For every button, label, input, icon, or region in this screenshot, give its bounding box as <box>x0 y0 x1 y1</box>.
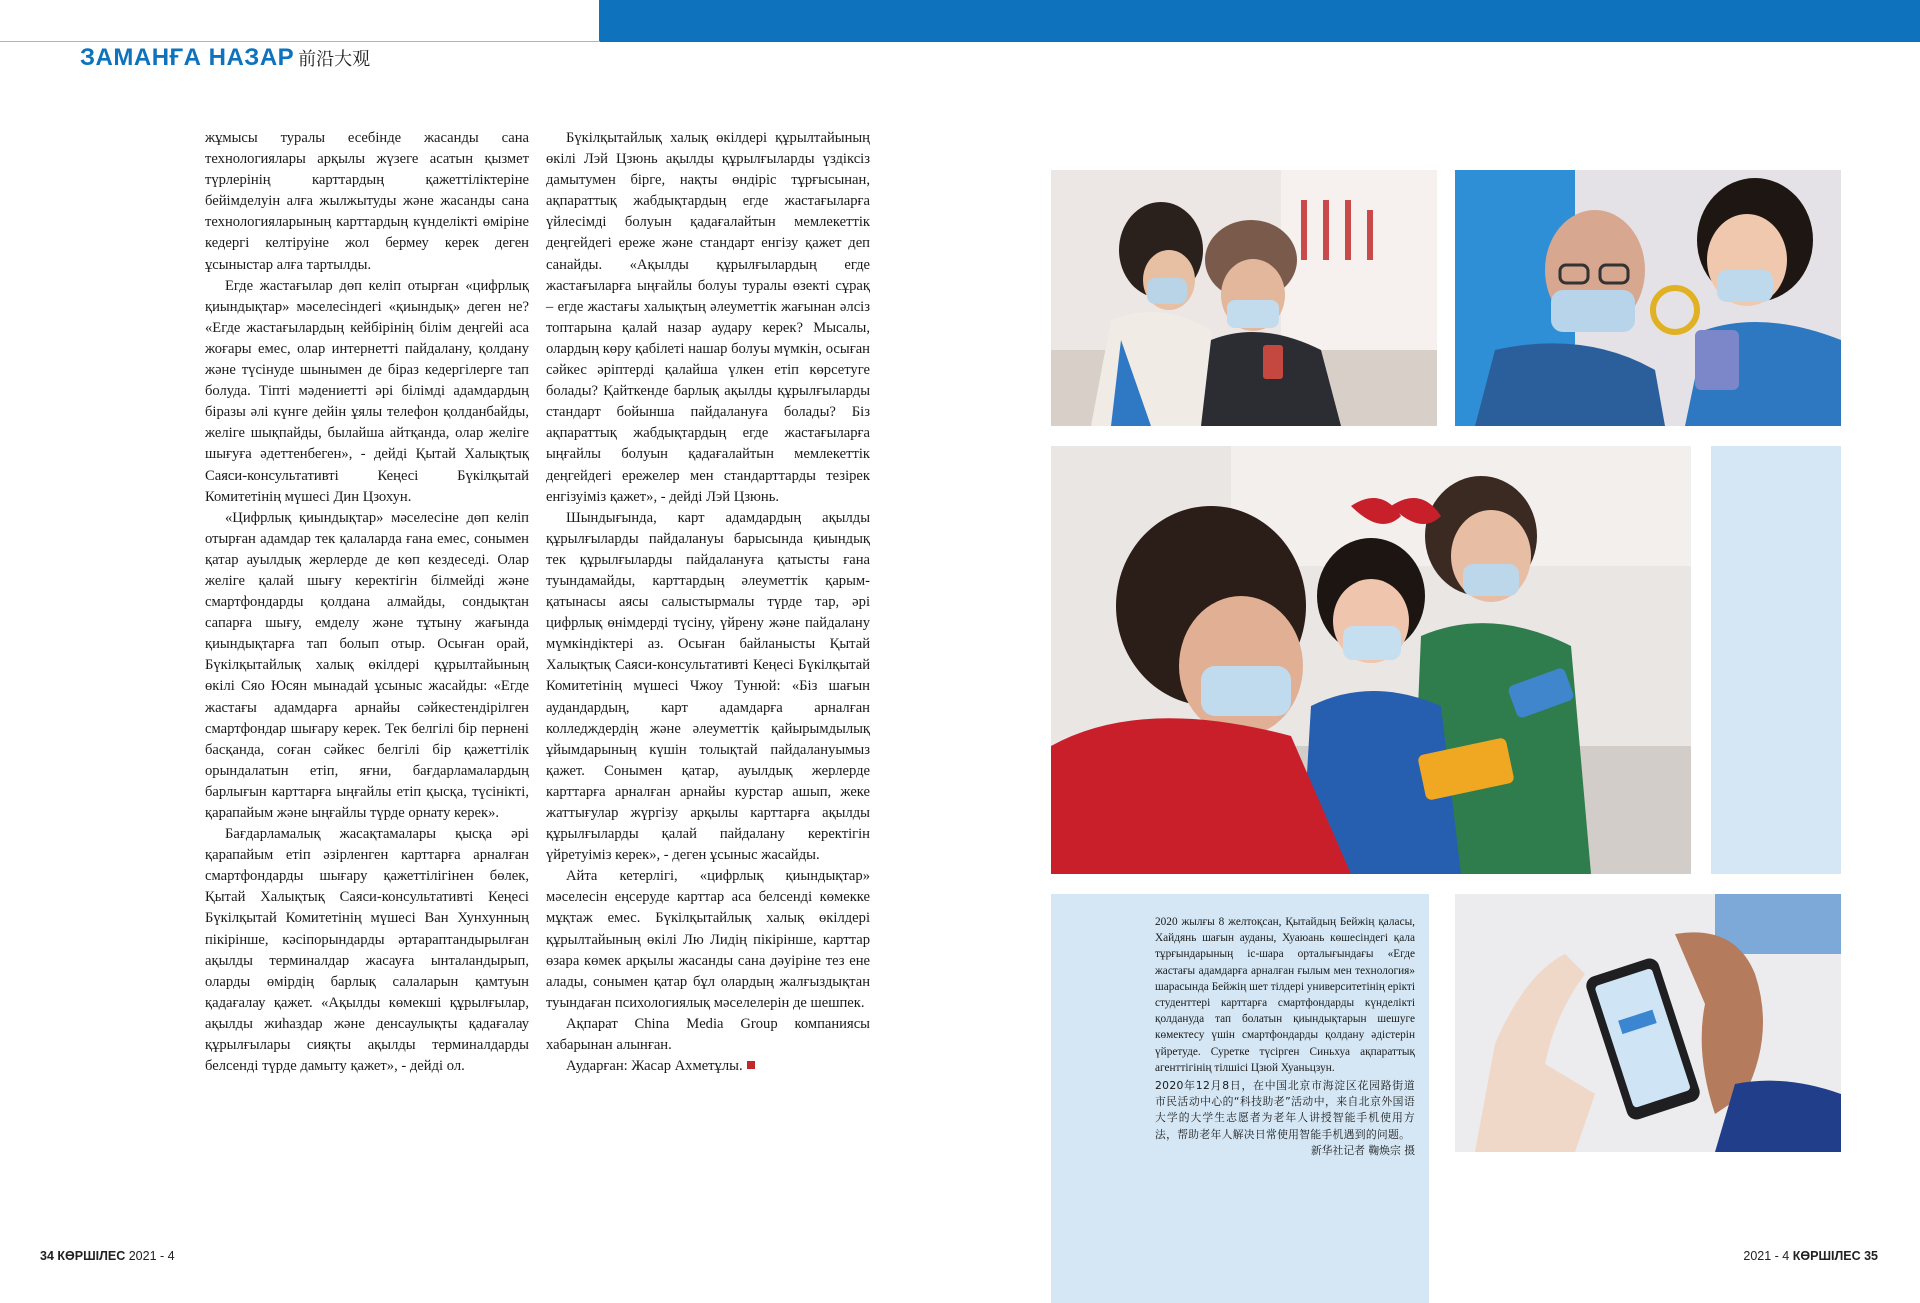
magazine-title-right: КӨРШІЛЕС <box>1792 1249 1861 1263</box>
source-note: Ақпарат China Media Group компаниясы хабарынан алынған. <box>546 1015 870 1054</box>
end-mark <box>747 1061 755 1069</box>
photo-hands-phone <box>1455 894 1841 1152</box>
caption-cn: 2020年12月8日，在中国北京市海淀区花园路街道市民活动中心的“科技助老”活动中，来自北京外国语大学的大学生志愿者为老年人讲授智能手机使用方法，帮助老年人解决日常使用智能手机遇到的问题。 <box>1155 1079 1415 1141</box>
header-color-bar <box>599 0 1920 42</box>
photo-volunteer-elderly-woman <box>1051 170 1437 426</box>
folio-left <box>40 1249 175 1263</box>
paragraph: «Цифрлық қиындықтар» мәселесіне дөп келіп отырған адамдар тек қалаларда ғана емес, сонымен қатар ауылдық жерлерде де көп кездеседі. Олар желіге қалай шығу керектігін білмейді және смартфондарды қолдана алмайды, сондықтан сапарға шығу, емделу және тұтыну жағында қиындықтарға тап болып отыр. Осыған орай, Бүкілқытайлық халық өкілдері құрылтайының өкілі Сяо Юсян мынадай ұсыныс жасайды: «Егде жастағы адамдарға арнайы сәйкестендірілген смартфондар шығару керек. Тек белгілі бір пернені басқанда, соған сәйкес белгілі бір қажеттілік орындалатын етіп, яғни, бағдарламалардың барлығын карттарға ыңғайлы етіп қысқа, түсінікті, қарапайым және ыңғайлы түрде орнату керек». <box>205 509 529 821</box>
photo-credit: 新华社记者 鞠焕宗 摄 <box>1310 1143 1415 1157</box>
paragraph: Айта кетерлігі, «цифрлық қиындықтар» мәселесін еңсеруде карттар аса белсенді көмекке мұқтаж емес. Бүкілқытайлық халық өкілдері құрылтайының өкілі Лю Лидің пікірінше, карттар өзара көмек арқылы жасанды сана дәуіріне тез ене алады, сонымен қатар бұл олардың жалғыздықтан туындаған психологиялық мәселелерін де шешпек. <box>546 868 870 1011</box>
translator-text: Аударған: Жасар Ахметұлы. <box>566 1058 743 1075</box>
section-title <box>80 44 370 72</box>
paragraph: Бағдарламалық жасақтамалары қысқа әрі қарапайым етіп әзірленген карттарға арналған смартфондарды шығару қажеттілігінен бөлек, Қытай Халықтық Саяси-консультативті Кеңесі Бүкілқытай Комитетінің мүшесі Ван Хунхунның пікірінше, кәсіпорындарды әртараптандырылған ақылды терминалдар жасауға ынталандырып, оларды өмірдің барлық салаларын қамтуын қадағалау қажет. «Ақылды көмекші құрылғылар, ақылды жиһаздар және денсаулықты қадағалау құрылғылары сияқты ақылды терминалдарды белсенді түрде дамыту қажет», - дейді ол. <box>205 826 529 1075</box>
photo-group-using-phones <box>1051 446 1691 874</box>
translator-note <box>546 1056 870 1077</box>
page-number-left: 34 <box>40 1249 54 1263</box>
photo-caption <box>1155 914 1415 1159</box>
decorative-blue-panel <box>1711 446 1841 874</box>
article-column-1 <box>205 128 529 1077</box>
paragraph: Егде жастағылар дөп келіп отырған «цифрлық қиындықтар» мәселесіндегі «қиындық» деген не? «Егде жастағылардың кейбірінің білім деңгейі аса жоғары емес, олар интернетті пайдалану, қолдану және түсінуде шынымен де біраз кедергілерге тап болуда. Тіпті мәдениетті әрі білімді адамдардың біразы әлі күнге дейін ұялы телефон қолданбайды, желіге шықпайды, былайша айтқанда, олар желіге шығуға әдеттенбеген», - дейді Қытай Халықтық Саяси-консультативті Кеңесі Бүкілқытай Комитетінің мүшесі Дин Цзохун. <box>205 277 529 505</box>
photo-elderly-man-magnifier <box>1455 170 1841 426</box>
header-rule <box>0 41 600 42</box>
paragraph: жұмысы туралы есебінде жасанды сана технологиялары арқылы жүзеге асатын қызмет түрлерінің карттардың қажеттіліктеріне бейімделуін алға жылжытуды және жасанды сана технологияларының карттардың күнделікті өміріне кедергі келтіруіне жол бермеу керек деген ұсыныстар алға тартылды. <box>205 130 529 273</box>
issue-left: 2021 - 4 <box>128 1249 175 1263</box>
page-number-right: 35 <box>1864 1249 1878 1263</box>
paragraph: Шындығында, карт адамдардың ақылды құрылғыларды пайдалануы барысында қиындық тек құрылғыларды пайдалануға қатысты ғана туындамайды, карттардың әлеуметтік қарым-қатынасы аясы салыстырмалы түрде тар, әрі цифрлық өнімдерді түсіну, үйрену және пайдалану мүмкіндіктері аз. Осыған байланысты Қытай Халықтық Саяси-консультативті Кеңесі Бүкілқытай Комитетінің мүшесі Чжоу Тунюй: «Біз шағын аудандардың, карт адамдарға арналған колледждердің және әлеуметтік қайырымдылық ұйымдарының күшін толықтай пайдалануымыз қажет. Сонымен қатар, ауылдық жерлерде карттарға арналған арнайы курстар ашып, жеке жаттығулар жүргізу арқылы карттарға ақылды құрылғыларды қалай пайдалану керектігін үйретуіміз керек», - деген ұсыныс жасайды. <box>546 509 870 864</box>
section-title-kz: ЗАМАНҒА НАЗАР <box>80 44 295 71</box>
magazine-title-left: КӨРШІЛЕС <box>57 1249 126 1263</box>
issue-right: 2021 - 4 <box>1743 1249 1790 1263</box>
section-title-cn: 前沿大观 <box>298 49 371 70</box>
paragraph: Бүкілқытайлық халық өкілдері құрылтайының өкілі Лэй Цзюнь ақылды құрылғыларды үздіксіз дамытумен бірге, нақты өндіріс тұрғысынан, ақпараттық жабдықтардың егде жастағыларға үйлесімді болуын қадағалайтын мемлекеттік деңгейдегі ереже және стандарт енгізу қажет деп санайды. «Ақылды құрылғылардың егде жастағыларға ыңғайлы болуы туралы өзекті сұрақ – егде жастағы халықтың әлеуметтік жағынан әлсіз топтарына қалай назар аудару керек? Мысалы, олардың көру қабілеті нашар болуы мүмкін, осыған сәйкес әріптерді қалайша үлкен етіп көрсетуге болады? Қайткенде барлық ақылды құрылғыларды стандарт бойынша пайдалануға болады? Біз ақпараттық жабдықтардың егде жастағыларға ыңғайлы болуын қадағалайтын мемлекеттік деңгейдегі ережелер мен стандарттарды тезірек енгізуіміз қажет», - дейді Лэй Цзюнь. <box>546 130 870 505</box>
article-column-2 <box>546 128 870 1077</box>
folio-right <box>1743 1249 1878 1263</box>
caption-kz: 2020 жылғы 8 желтоқсан, Қытайдың Бейжің қаласы, Хайдянь шағын ауданы, Хуаюань көшесіндегі қала тұрғындарының іс-шара орталығындағы «Егде жастағы адамдарға арналған ғылым мен технология» шарасында Бейжің шет тілдері университетінің ерікті студенттері карттарға смартфондарды күнделікті қолдануда тап болатын қиындықтарын шешуге көмектесу үшін смартфондарды қолдану әдістерін үйретуде. Суретке түсірген Синьхуа ақпараттық агенттігінің тілшісі Цзюй Хуаньцзун. <box>1155 916 1415 1074</box>
